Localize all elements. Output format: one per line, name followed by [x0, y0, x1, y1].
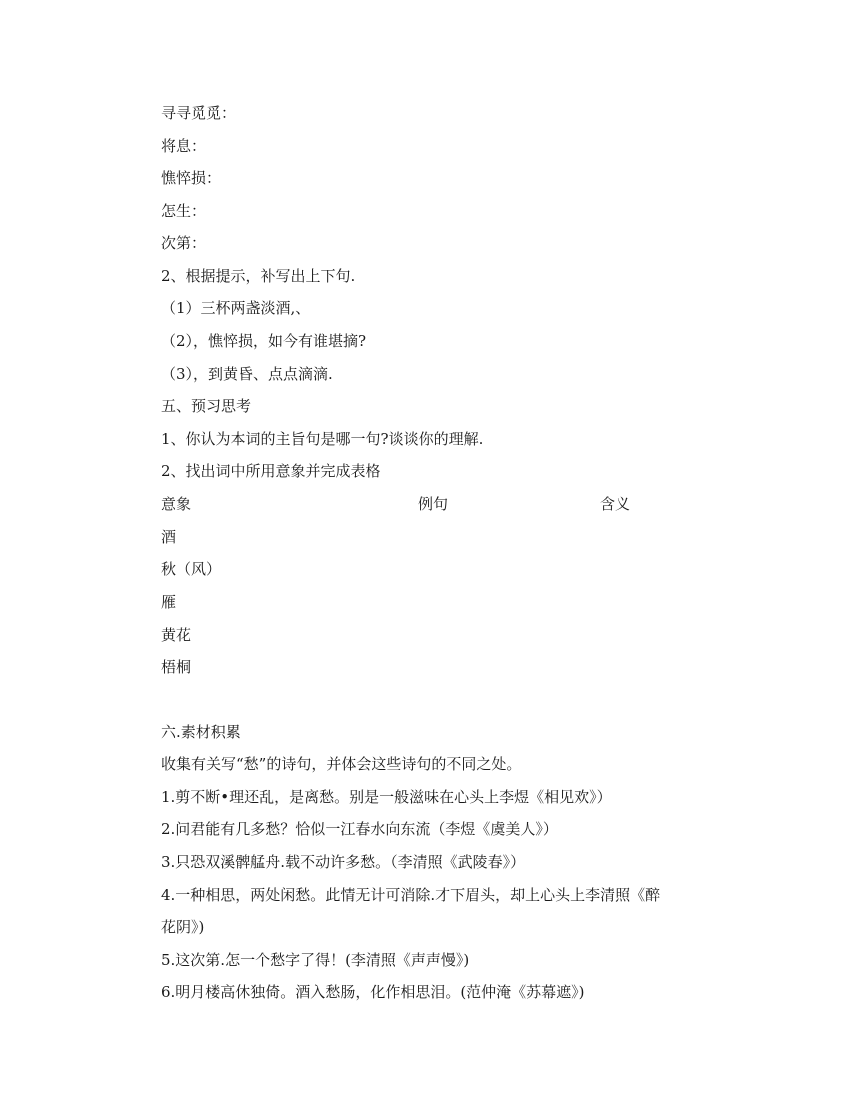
section2-heading: 2、根据提示，补写出上下句. — [161, 267, 356, 285]
vocab-item: 怎生： — [161, 202, 207, 220]
table-row: 梧桐 — [161, 658, 192, 676]
vocab-item: 将息： — [161, 137, 207, 155]
question-1: 1、你认为本词的主旨句是哪一句?谈谈你的理解. — [161, 430, 484, 448]
vocab-item: 憔悴损： — [161, 169, 222, 187]
poem-line: 1.剪不断•理还乱，是离愁。别是一般滋味在心头上李煜《相见欢》） — [161, 788, 612, 806]
section6-intro: 收集有关写“愁”的诗句，并体会这些诗句的不同之处。 — [161, 755, 522, 773]
section6-heading: 六.素材积累 — [161, 723, 241, 741]
fill-blank-item: （2），憔悴损，如今有谁堪摘? — [161, 332, 367, 350]
fill-blank-item: （1）三杯两盏淡酒,、 — [161, 299, 311, 317]
poem-line: 3.只恐双溪髀艋舟.载不动许多愁。（李清照《武陵春》） — [161, 853, 526, 871]
poem-line: 6.明月楼高休独倚。酒入愁肠，化作相思泪。(范仲淹《苏幕遮》) — [161, 983, 585, 1001]
table-header-meaning: 含义 — [600, 495, 631, 513]
section5-heading: 五、预习思考 — [161, 397, 252, 415]
table-row: 酒 — [161, 528, 177, 546]
question-2: 2、找出词中所用意象并完成表格 — [161, 462, 381, 480]
poem-line: 4.一种相思，两处闲愁。此情无计可消除.才下眉头，却上心头上李清照《醉 — [161, 886, 661, 904]
poem-line: 2.问君能有几多愁？恰似一江春水向东流（李煜《虞美人》） — [161, 820, 558, 838]
table-row: 雁 — [161, 593, 177, 611]
poem-line: 花阴》) — [161, 918, 205, 936]
table-header-example: 例句 — [418, 495, 449, 513]
table-row: 秋（风） — [161, 560, 222, 578]
vocab-item: 寻寻觅觅： — [161, 104, 237, 122]
vocab-item: 次第： — [161, 234, 207, 252]
fill-blank-item: （3），到黄昏、点点滴滴. — [161, 365, 333, 383]
table-header-imagery: 意象 — [161, 495, 192, 513]
poem-line: 5.这次第.怎一个愁字了得！(李清照《声声慢》) — [161, 951, 470, 969]
table-row: 黄花 — [161, 626, 192, 644]
